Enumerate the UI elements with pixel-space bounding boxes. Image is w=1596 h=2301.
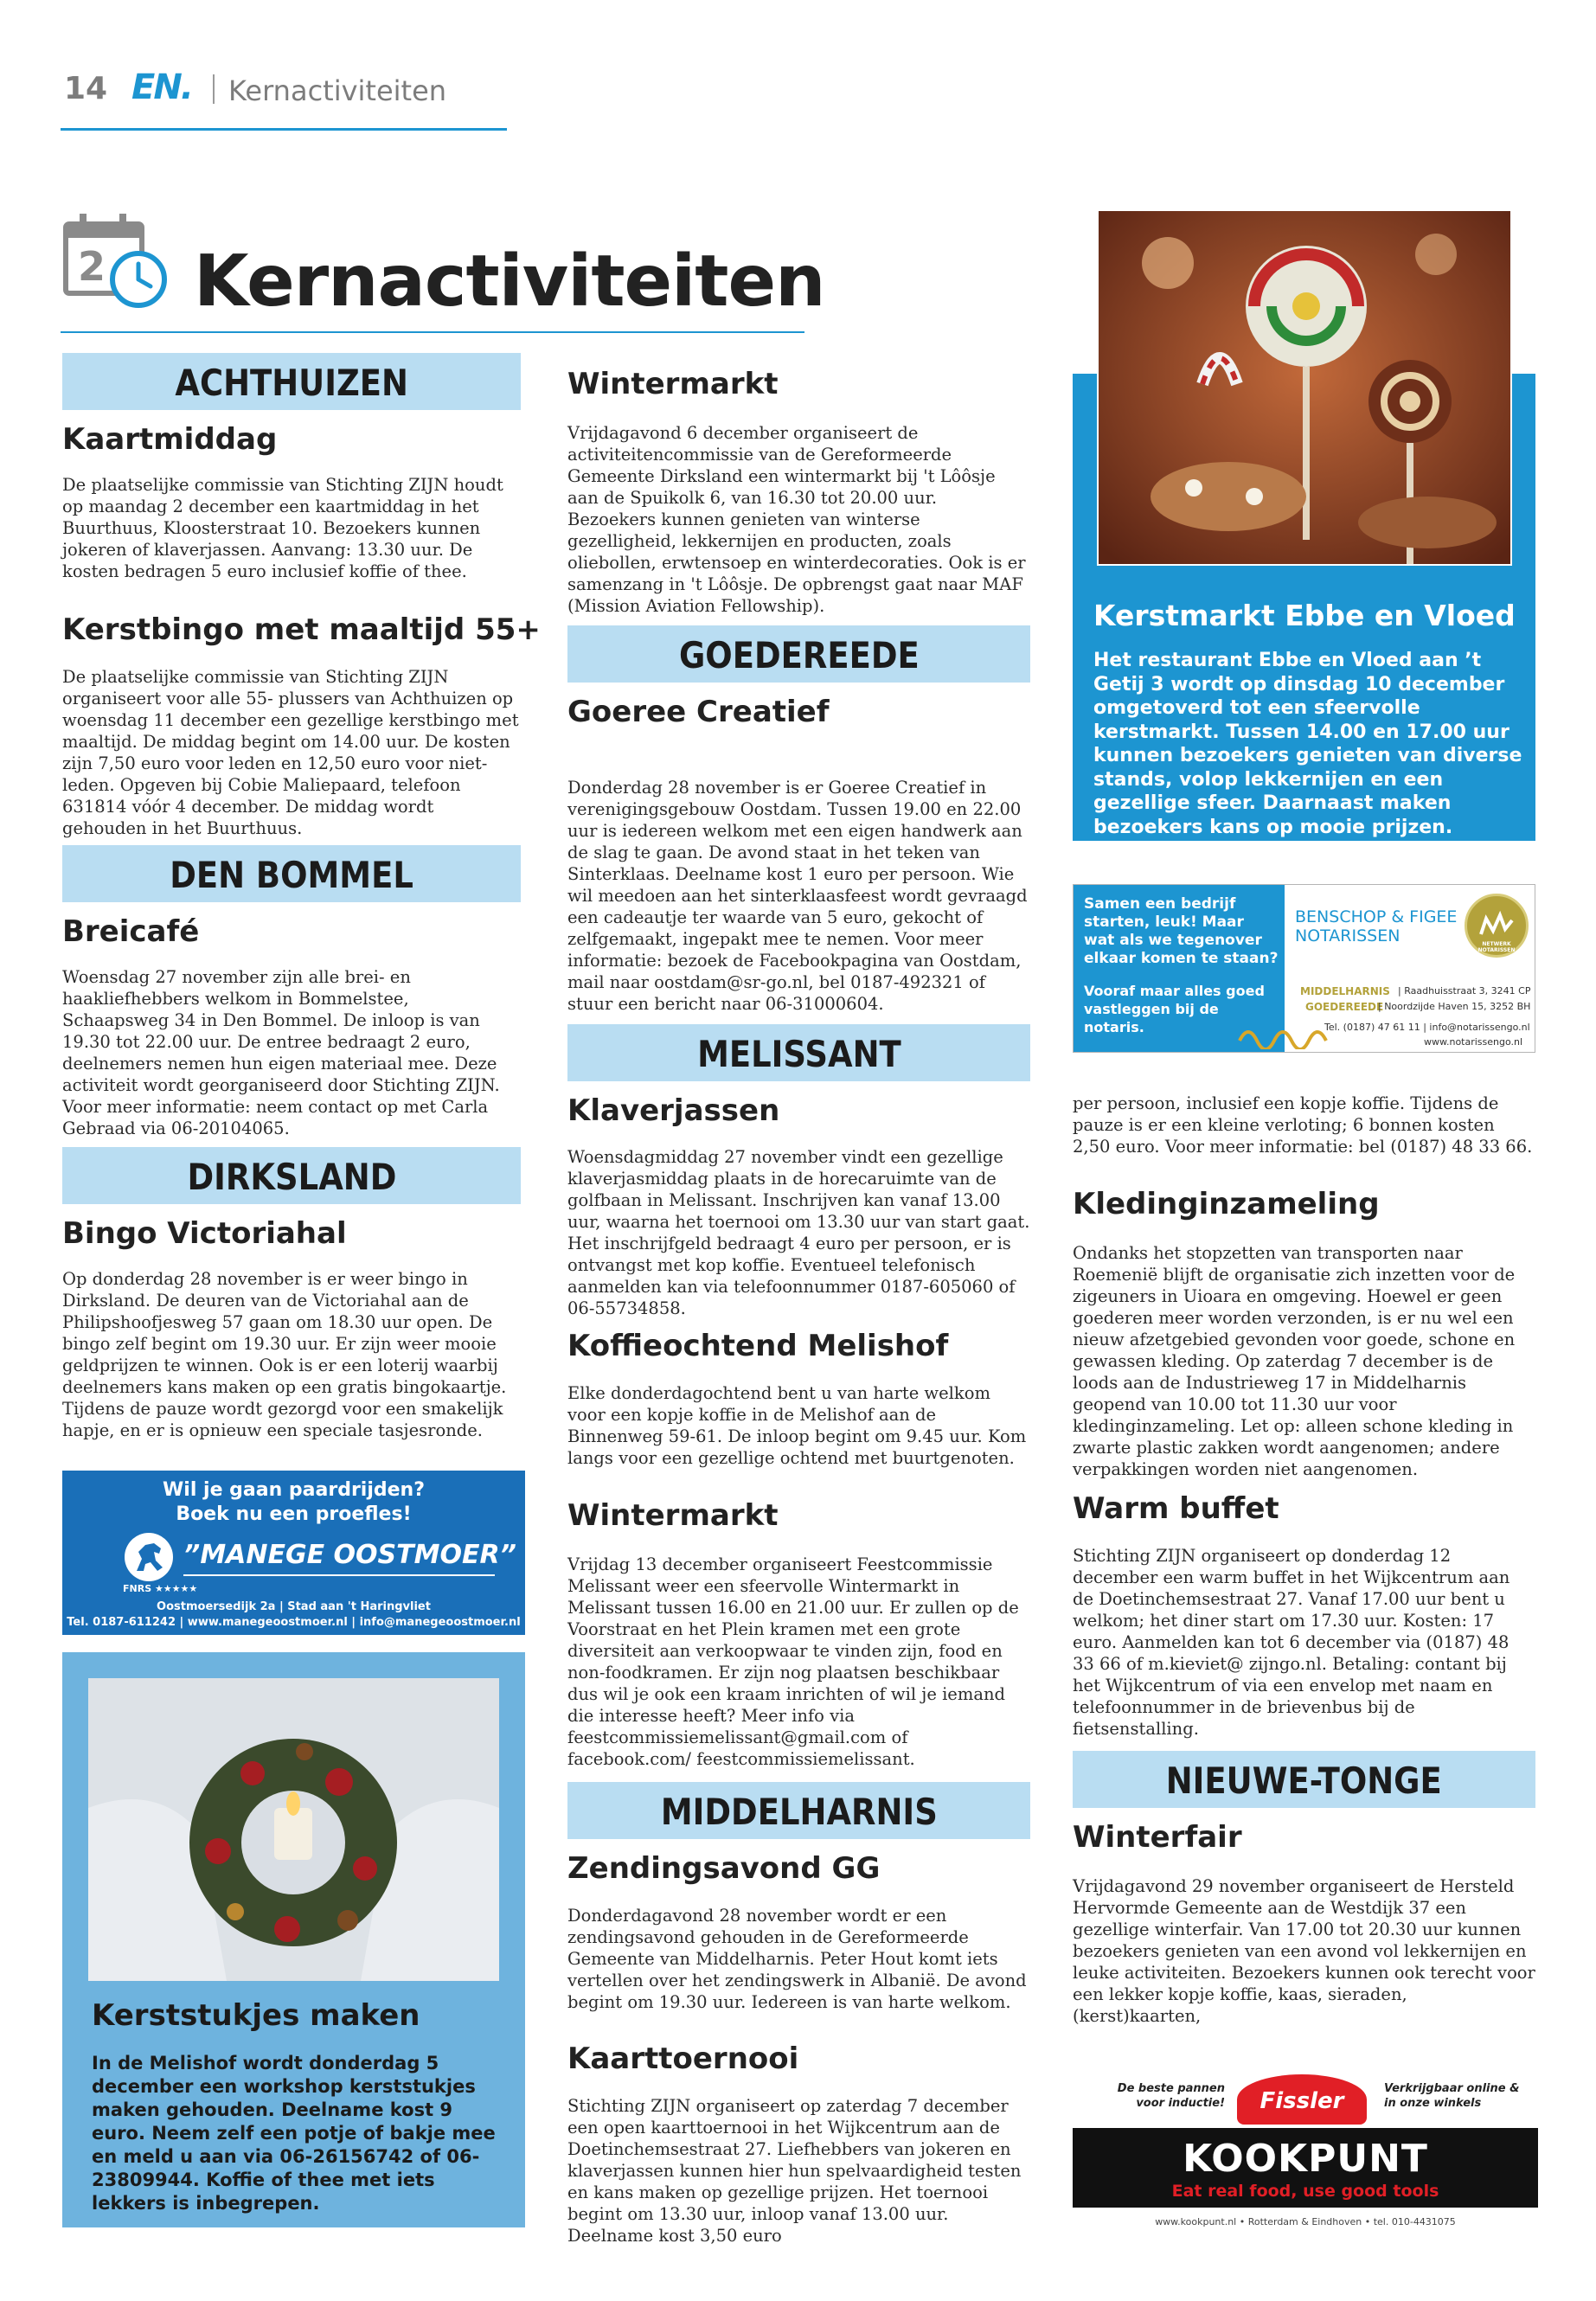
article-title: Kledinginzameling (1073, 1187, 1380, 1221)
ad-contact: Tel. (0187) 47 61 11 | info@notarissengo.nl (1324, 1022, 1530, 1033)
title-rule (61, 331, 804, 333)
article-body: Stichting ZIJN organiseert op donderdag 12 december een warm buffet in het Wijkcentrum aan de Doetinchemsestraat 27. Vanaf 17.00 uur bent u welkom; het diner start om 17.30 uur. Kosten: 17 euro. Aanmelden kan tot 6 december via (0187) 48 33 66 of m.kieviet@ zijngo.nl. Betaling: contant bij het Wijkcentrum of via een envelop met naam en telefoonnummer in de brievenbus bij de fietsenstalling. (1073, 1546, 1510, 1739)
article-title: Koffieochtend Melishof (567, 1329, 949, 1363)
article-body: Elke donderdagochtend bent u van harte welkom voor een kopje koffie in de Melishof aan de Binnenweg 59-61. De inloop begint om 9.45 uur. Kom langs voor een gezellige ochtend met buurtgenoten. (567, 1383, 1027, 1468)
article-title: Kerstbingo met maaltijd 55+ (62, 612, 541, 647)
page-number: 14 (64, 71, 108, 106)
article-body: Woensdagmiddag 27 november vindt een gezellige klaverjasmiddag plaats in de horecaruimte van de golfbaan in Melissant. Inschrijven kan vanaf 13.00 uur, waarna het toernooi om 13.30 uur van start gaat. Het inschrijfgeld bedraagt 4 euro per persoon, er is ontvangst met kop koffie. Eventueel telefonisch aanmelden kan via telefoonnummer 0187-605060 of 06-55734858. (567, 1147, 1030, 1318)
article-title: Zendingsavond GG (567, 1851, 881, 1886)
place-header-goedereede: GOEDEREEDE (567, 625, 1030, 683)
article-body: Woensdag 27 november zijn alle brei- en haakliefhebbers welkom in Bommelstee, Schaapsweg 34 in Den Bommel. De inloop is van 19.30 tot 22.00 uur. De entree bedraagt 2 euro, deelnemers nemen hun eigen materiaal mee. Deze activiteit wordt georganiseerd door Stichting ZIJN. Voor meer informatie: neem contact op met Carla Gebraad via 06-20104065. (62, 967, 500, 1138)
header-divider (213, 74, 215, 104)
article-title: Breicafé (62, 914, 200, 949)
ad-text: De beste pannen voor inductie! (1117, 2082, 1225, 2110)
article-title: Kaarttoernooi (567, 2041, 799, 2076)
article-body: De plaatselijke commissie van Stichting ZIJN houdt op maandag 2 december een kaartmiddag in het Buurthuus, Kloosterstraat 10. Bezoekers kunnen jokeren of klaverjassen. Aanvang: 13.30 uur. De kosten bedragen 5 euro inclusief koffie of thee. (62, 475, 503, 581)
ad-line: Wil je gaan paardrijden? (163, 1479, 425, 1501)
kookpunt-name: KOOKPUNT (1183, 2137, 1428, 2181)
article-body: In de Melishof wordt donderdag 5 december een workshop kerststukjes maken gehouden. Deelname kost 9 euro. Neem zelf een potje of bakje mee en meld u aan via 06-26156742 of 06-23809944. Koffie of thee met iets lekkers is inbegrepen. (92, 2053, 496, 2214)
place-header-middelharnis: MIDDELHARNIS (567, 1782, 1030, 1839)
article-body: Donderdag 28 november is er Goeree Creatief in verenigingsgebouw Oostdam. Tussen 19.00 en 22.00 uur is iedereen welkom met een eigen handwerk aan de slag te gaan. De avond staat in het teken van Sinterklaas. Deelname kost 1 euro per persoon. Wie wil meedoen aan het sinterklaasfeest wordt gevraagd een cadeautje ter waarde van 5 euro, gekocht of zelfgemaakt, ingepakt mee te nemen. Voor meer informatie: bezoek de Facebookpagina van Oostdam, mail naar oostdam@sr-go.nl, bel 0187-492321 of stuur een bericht naar 06-31000604. (567, 778, 1028, 1014)
manege-name: ”MANEGE OOSTMOER” (183, 1540, 516, 1570)
page-title: Kernactiviteiten (194, 240, 825, 323)
kerststukjes-box (62, 1652, 525, 2227)
article-body: Op donderdag 28 november is er weer bingo in Dirksland. De deuren van de Victoriahal aan de Philipshoofjesweg 57 gaan om 18.30 uur open. De bingo zelf begint om 19.30 uur. Er zijn weer mooie geldprijzen te winnen. Ook is er een loterij waarbij deelnemers kans maken op een gratis bingokaartje. Tijdens de pauze wordt gezorgd voor een smakelijk hapje, en er is opnieuw een speciale tasjesronde. (62, 1269, 507, 1440)
article-title: Wintermarkt (567, 1498, 779, 1533)
manege-ad[interactable] (62, 1471, 525, 1635)
calendar-number: 2 (78, 243, 106, 290)
kookpunt-tagline: Eat real food, use good tools (1171, 2182, 1439, 2201)
article-body: Stichting ZIJN organiseert op zaterdag 7 december een open kaarttoernooi in het Wijkcentrum aan de Doetinchemsestraat 27. Liefhebbers van jokeren en klaverjassen kunnen hier hun spelvaardigheid testen en kans maken op gezellige prijzen. Het toernooi begint om 13.30 uur, inloop vanaf 13.00 uur. Deelname kost 3,50 euro (567, 2096, 1022, 2246)
article-body: Het restaurant Ebbe en Vloed aan ’t Getij 3 wordt op dinsdag 10 december omgetoverd tot een sfeervolle kerstmarkt. Tussen 14.00 en 17.00 uur kunnen bezoekers genieten van diverse stands, volop lekkernijen en een gezellige sfeer. Daarnaast maken bezoekers kans op mooie prijzen. (1093, 650, 1522, 838)
header-section: Kernactiviteiten (228, 74, 447, 107)
ad-footer: www.kookpunt.nl • Rotterdam & Eindhoven • tel. 010-4431075 (1155, 2216, 1456, 2227)
ad-line: Boek nu een proefles! (176, 1503, 412, 1525)
article-title: Winterfair (1073, 1820, 1242, 1855)
article-body: Ondanks het stopzetten van transporten naar Roemenië blijft de organisatie zich inzetten voor de zigeuners in Uioara en omgeving. Hoewel er geen goederen meer worden verzonden, is er nu wel een nieuw afzetgebied gevonden voor goede, schone en gewassen kleding. Op zaterdag 7 december is de loods aan de Industrieweg 17 in Middelharnis geopend van 10.00 tot 11.30 uur voor kledinginzameling. Let op: alleen schone kleding in zwarte plastic zakken wordt aangenomen; andere verpakkingen worden niet aangenomen. (1073, 1243, 1516, 1479)
article-body: Vrijdag 13 december organiseert Feestcommissie Melissant weer een sfeervolle Wintermarkt in Melissant tussen 16.00 en 21.00 uur. Er zullen op de Voorstraat en het Plein kramen met een grote diversiteit aan verkoopwaar te vinden zijn, food en non-foodkramen. Er zijn nog plaatsen beschikbaar dus wil je ook een kraam inrichten of wil je iemand die interesse heeft? Meer info via feestcommissiemelissant@gmail.com of facebook.com/ feestcommissiemelissant. (567, 1554, 1019, 1769)
ad-rating: FNRS ★★★★★ (123, 1583, 198, 1594)
header-rule (61, 128, 507, 131)
seal-text: NETWERK NOTARISSEN (1477, 941, 1516, 953)
article-title: Kerstmarkt Ebbe en Vloed (1093, 599, 1516, 632)
article-body: Vrijdagavond 29 november organiseert de Hersteld Hervormde Gemeente aan de Westdijk 37 een gezellige winterfair. Van 17.00 tot 20.30 uur kunnen bezoekers genieten van een avond vol lekkernijen en leuke activiteiten. Bezoekers kunnen ook terecht voor een lekker kopje koffie, kaas, sieraden, (kerst)kaarten, (1073, 1876, 1535, 2026)
candy-photo (1097, 209, 1512, 566)
notaris-ad[interactable] (1073, 884, 1535, 1053)
article-title: Warm buffet (1073, 1491, 1279, 1526)
horse-icon (125, 1533, 173, 1581)
article-body: Vrijdagavond 6 december organiseert de activiteitencommissie van de Gereformeerde Gemeente Dirksland een wintermarkt bij 't Lôôsje aan de Spuikolk 6, van 16.30 tot 20.00 uur. Bezoekers kunnen genieten van winterse gezelligheid, lekkernijen en producten, zoals oliebollen, erwtensoep en winterdecoraties. Ook is er samenzang in 't Lôôsje. De opbrengst gaat naar MAF (Mission Aviation Fellowship). (567, 423, 1026, 616)
ad-name: NOTARISSEN (1295, 926, 1401, 945)
ad-city: MIDDELHARNIS (1300, 985, 1390, 997)
article-title: Goeree Creatief (567, 695, 830, 729)
seal-icon (1465, 894, 1529, 958)
kookpunt-ad[interactable] (1073, 2055, 1538, 2237)
ad-text: Samen een bedrijf starten, leuk! Maar wat als we tegenover elkaar komen te staan? (1084, 895, 1279, 967)
article-body: De plaatselijke commissie van Stichting ZIJN organiseert voor alle 55- plussers van Achthuizen op woensdag 11 december een gezellige kerstbingo met maaltijd. De middag begint om 14.00 uur. De kosten zijn 7,50 euro voor leden en 12,50 euro voor niet-leden. Opgeven bij Cobie Maliepaard, telefoon 631814 vóór 4 december. De middag wordt gehouden in het Buurthuus. (62, 667, 519, 838)
wreath-photo (88, 1678, 499, 1981)
ad-text: Vooraf maar alles goed vastleggen bij de notaris. (1084, 983, 1265, 1035)
fissler-text: Fissler (1259, 2088, 1344, 2114)
article-title: Wintermarkt (567, 367, 779, 401)
ad-city: GOEDEREEDE (1305, 1001, 1384, 1013)
calendar-clock-icon (62, 212, 170, 311)
ad-website[interactable]: www.notarissengo.nl (1424, 1036, 1523, 1048)
place-header-melissant: MELISSANT (567, 1024, 1030, 1081)
en-logo: EN. (131, 67, 192, 107)
article-body: Donderdagavond 28 november wordt er een zendingsavond gehouden in de Gereformeerde Gemeente van Middelharnis. Peter Hout komt iets vertellen over het zendingswerk in Albanië. De avond begint om 19.30 uur. Iedereen is van harte welkom. (567, 1906, 1027, 2012)
ad-text: Verkrijgbaar online & in onze winkels (1384, 2082, 1520, 2110)
swirl-icon (1238, 1015, 1333, 1049)
place-header-dirksland: DIRKSLAND (62, 1147, 521, 1204)
ad-address: | Noordzijde Haven 15, 3252 BH (1378, 1001, 1531, 1012)
place-header-achthuizen: ACHTHUIZEN (62, 353, 521, 410)
ad-contact: Tel. 0187-611242 | www.manegeoostmoer.nl | info@manegeoostmoer.nl (67, 1616, 521, 1629)
article-title: Klaverjassen (567, 1093, 780, 1128)
ad-address: | Raadhuisstraat 3, 3241 CP (1398, 985, 1531, 997)
place-header-nieuwe-tonge: NIEUWE-TONGE (1073, 1751, 1535, 1808)
article-title: Bingo Victoriahal (62, 1216, 347, 1251)
ad-address: Oostmoersedijk 2a | Stad aan 't Haringvliet (157, 1600, 431, 1613)
article-title: Kaartmiddag (62, 422, 278, 457)
place-header-den-bommel: DEN BOMMEL (62, 845, 521, 902)
divider (183, 1574, 495, 1576)
article-body: per persoon, inclusief een kopje koffie. Tijdens de pauze is er een kleine verloting; 6 bonnen kosten 2,50 euro. Voor meer informatie: bel (0187) 48 33 66. (1073, 1093, 1533, 1157)
ad-name: BENSCHOP & FIGEE (1295, 907, 1458, 926)
article-title: Kerststukjes maken (92, 1998, 420, 2033)
